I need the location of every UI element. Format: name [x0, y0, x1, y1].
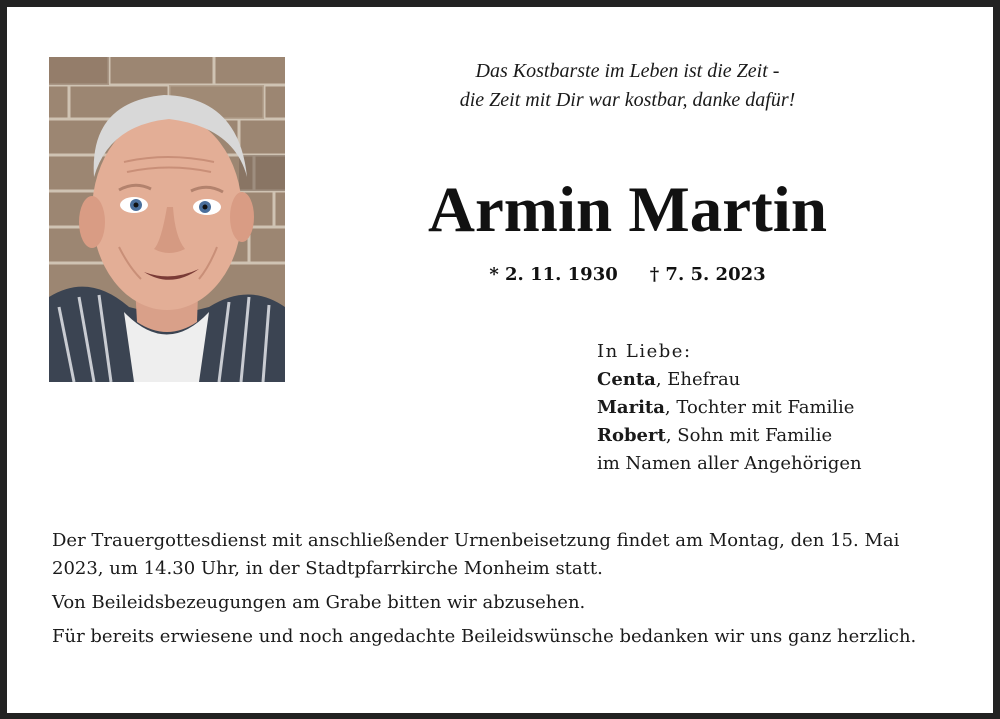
mourner-relation: , Ehefrau: [655, 369, 741, 390]
mourner-entry: [597, 366, 862, 394]
mourner-name: Robert: [597, 425, 666, 446]
deceased-name: Armin Martin: [428, 174, 827, 246]
mourners-closing: im Namen aller Angehörigen: [597, 453, 862, 474]
epitaph-quote: [395, 57, 860, 115]
portrait-photo: [49, 57, 285, 382]
death-date: † 7. 5. 2023: [649, 264, 766, 285]
quote-line-2: die Zeit mit Dir war kostbar, danke dafür!: [459, 89, 796, 111]
mourner-name: Centa: [597, 369, 656, 390]
birth-date: * 2. 11. 1930: [489, 264, 618, 285]
mourners-list: [597, 338, 862, 478]
mourner-entry: [597, 394, 862, 422]
notice-paragraph-condolences: Von Beileidsbezeugungen am Grabe bitten wir abzusehen.: [52, 592, 586, 613]
mourner-relation: , Sohn mit Familie: [665, 425, 833, 446]
notice-paragraph-thanks: Für bereits erwiesene und noch angedachte Beileidswünsche bedanken wir uns ganz herzlich.: [52, 626, 917, 647]
mourners-heading: In Liebe:: [597, 341, 692, 362]
mourner-entry: [597, 422, 862, 450]
mourner-name: Marita: [597, 397, 665, 418]
funeral-notice: [52, 527, 932, 657]
life-dates: [395, 262, 860, 288]
notice-paragraph-service: Der Trauergottesdienst mit anschließender Urnenbeisetzung findet am Montag, den 15. Mai 2023, um 14.30 Uhr, in der Stadtpfarrkirche Monheim statt.: [52, 530, 900, 579]
quote-line-1: Das Kostbarste im Leben ist die Zeit -: [475, 60, 780, 82]
mourner-relation: , Tochter mit Familie: [664, 397, 855, 418]
